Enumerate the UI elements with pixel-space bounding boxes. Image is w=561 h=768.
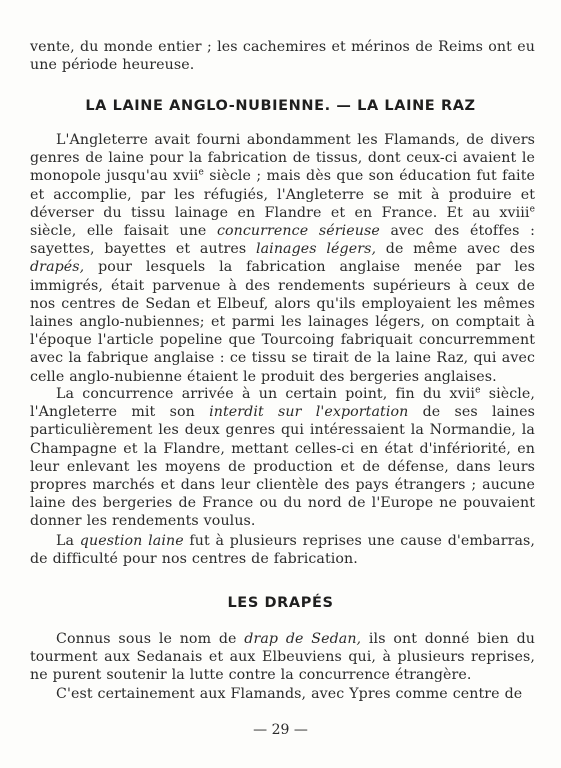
continuation-paragraph: vente, du monde entier ; les cachemires et mérinos de Reims ont eu une période heureuse. bbox=[30, 39, 535, 74]
paragraph-concurrence: La concurrence arrivée à un certain point, fin du xvii$^e$ siècle, l'Angleterre mit son interdit sur l'exportation de ses laines particulièrement les deux genres qui intéressaient la Normandie, la Champagne et la Flandre, mettant celles-ci en état d'infériorité, en leur enlevant les moyens de production et de défense, dans leurs propres marchés et dans leur clientèle des pays étrangers ; aucune laine des bergeries de France ou du nord de l'Europe ne pouvaient donner les rendements voulus. bbox=[30, 385, 535, 530]
page-number: — 29 — bbox=[253, 722, 308, 738]
paragraph-connus: Connus sous le nom de drap de Sedan, ils ont donné bien du tourment aux Sedanais et aux Elbeuviens qui, à plusieurs reprises, ne purent soutenir la lutte contre la concurrence étrangère. bbox=[30, 631, 535, 684]
paragraph-angleterre: L'Angleterre avait fourni abondamment les Flamands, de divers genres de laine pour la fabrication de tissus, dont ceux-ci avaient le monopole jusqu'au xvii$^e$ siècle ; mais dès que son éducation fut faite et accomplie, par les réfugiés, l'Angleterre se mit à produire et déverser du tissu lainage en Flandre et en France. Et au xviii$^e$ siècle, elle faisait une concurrence sérieuse avec des étoffes : sayettes, bayettes et autres lainages légers, de même avec des drapés, pour lesquels la fabrication anglaise menée par les immigrés, était parvenue à des rendements supérieurs à ceux de nos centres de Sedan et Elbeuf, alors qu'ils employaient les mêmes laines anglo-nubiennes; et parmi les lainages légers, on comptait à l'époque l'article popeline que Tourcoing fabriquait concurremment avec la fabrique anglaise : ce tissu se tirait de la laine Raz, qui avec celle anglo-nubienne étaient le produit des bergeries anglaises. bbox=[30, 132, 536, 385]
paragraph-flamands: C'est certainement aux Flamands, avec Ypres comme centre de bbox=[56, 686, 523, 702]
paragraph-question-laine: La question laine fut à plusieurs reprises une cause d'embarras, de difficulté pour nos centres de fabrication. bbox=[30, 533, 536, 568]
section-heading-drapes: LES DRAPÉS bbox=[227, 595, 334, 611]
section-heading-laine: LA LAINE ANGLO-NUBIENNE. — LA LAINE RAZ bbox=[85, 98, 476, 114]
